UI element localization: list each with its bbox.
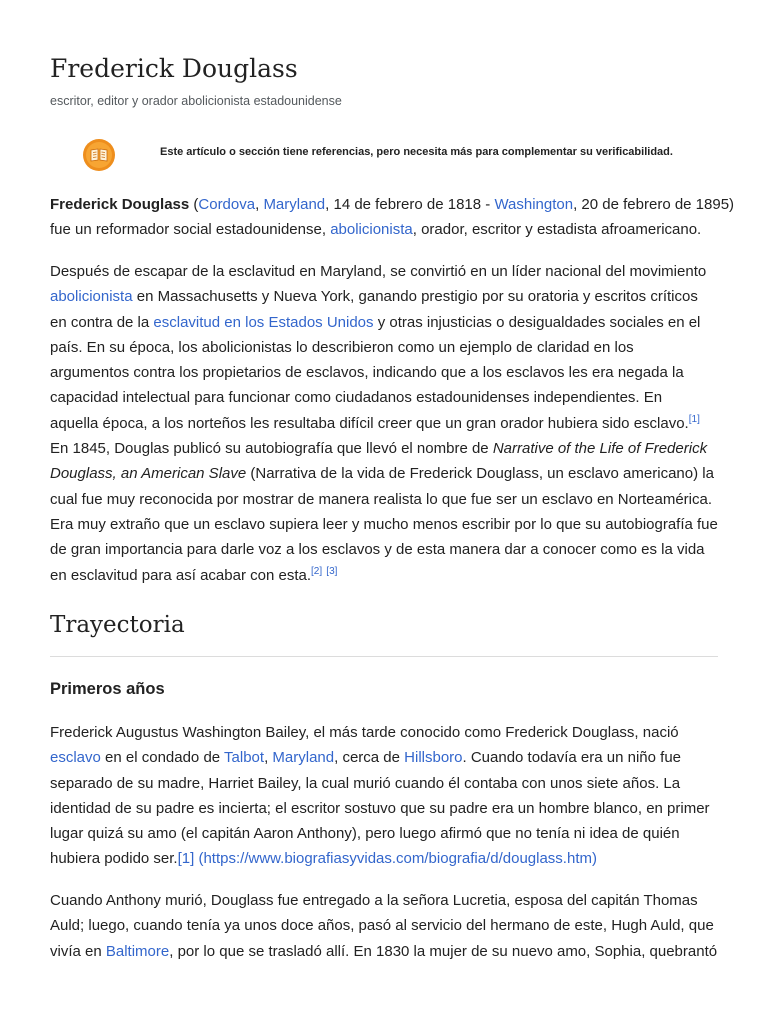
link-maryland-2[interactable]: Maryland [272, 749, 335, 767]
books-icon [82, 138, 116, 172]
reference-1-inline[interactable]: [1] [177, 850, 195, 868]
link-abolicionista[interactable]: abolicionista [330, 221, 413, 239]
link-hillsboro[interactable]: Hillsboro [404, 749, 463, 767]
book-title: Narrative of the Life of Frederick [492, 440, 708, 458]
section-heading-trayectoria: Trayectoria [50, 612, 185, 638]
verifiability-notice: Este artículo o sección tiene referencias, pero necesita más para complementar su verificabilidad. [160, 146, 673, 158]
reference-2[interactable]: [2] [311, 565, 323, 577]
subsection-heading-primeros-anos: Primeros años [50, 680, 165, 698]
article-subject: Frederick Douglass [50, 196, 190, 213]
link-baltimore[interactable]: Baltimore [105, 942, 170, 960]
section-divider [50, 656, 718, 657]
link-washington[interactable]: Washington [494, 196, 574, 213]
link-abolicionista-2[interactable]: abolicionista [50, 288, 133, 306]
link-esclavitud-eeuu[interactable]: esclavitud en los Estados Unidos [153, 313, 374, 331]
link-maryland[interactable]: Maryland [263, 196, 326, 213]
intro-paragraph: Frederick Douglass (Cordova, Maryland, 14 de febrero de 1818 - Washington, 20 de febrero de 1895) fue un reformador social estadounidense, abolicionista, orador, escritor y estadista afroamericano. [50, 196, 735, 239]
link-esclavo[interactable]: esclavo [50, 749, 101, 767]
reference-3[interactable]: [3] [326, 565, 338, 577]
biography-paragraph: Después de escapar de la esclavitud en Maryland, se convirtió en un líder nacional del movimiento abolicionista en Massachusetts y Nueva York, ganando prestigio por su oratoria y escritos críticos en contra de la esclavitud en los Estados Unidos y otras injusticias o desigualdades sociales en el país. En su época, los abolicionistas lo describieron como un ejemplo de claridad en los argumentos contra los propietarios de esclavos, indicando que a los esclavos les era negada la capacidad intelectual para funcionar como ciudadanos estadounidenses independientes. En aquella época, a los norteños les resultaba difícil creer que un gran orador hubiera sido esclavo.[1] En 1845, Douglas publicó su autobiografía que llevó el nombre de Narrative of the Life of Frederick Douglass, an American Slave (Narrativa de la vida de Frederick Douglass, un esclavo americano) la cual fue muy reconocida por mostrar de manera realista lo que fue ser un esclavo en Norteamérica. Era muy extraño que un esclavo supiera leer y mucho menos escribir por lo que su autobiografía fue de gran importancia para darle voz a los esclavos y de esta manera dar a conocer como es la vida en esclavitud para así acabar con esta.[2] [3] [50, 263, 718, 584]
page-title: Frederick Douglass [50, 54, 298, 83]
book-title-cont: Douglass, an American Slave [50, 465, 247, 483]
reference-1[interactable]: [1] [688, 413, 700, 425]
baltimore-paragraph: Cuando Anthony murió, Douglass fue entregado a la señora Lucretia, esposa del capitán Thomas Auld; luego, cuando tenía ya unos doce años, pasó al servicio del hermano de este, Hugh Auld, que vivía en Baltimore, por lo que se trasladó allí. En 1830 la mujer de su nuevo amo, Sophia, quebrantó [50, 892, 718, 960]
early-years-paragraph: Frederick Augustus Washington Bailey, el más tarde conocido como Frederick Douglass, nació esclavo en el condado de Talbot, Maryland, cerca de Hillsboro. Cuando todavía era un niño fue separado de su madre, Harriet Bailey, la cual murió cuando él contaba con unos siete años. La identidad de su padre es incierta; el escritor sostuvo que su padre era un hombre blanco, en primer lugar quizá su amo (el capitán Aaron Anthony), pero luego afirmó que no tenía ni idea de quién hubiera podido ser.[1] (https://www.biografiasyvidas.com/biografia/d/douglass.htm) [50, 724, 710, 868]
link-talbot[interactable]: Talbot [224, 749, 265, 767]
external-link-biografiasyvidas[interactable]: (https://www.biografiasyvidas.com/biografia/d/douglass.htm) [194, 850, 597, 868]
link-cordova[interactable]: Cordova [198, 196, 256, 213]
page-subtitle: escritor, editor y orador abolicionista estadounidense [50, 94, 342, 108]
